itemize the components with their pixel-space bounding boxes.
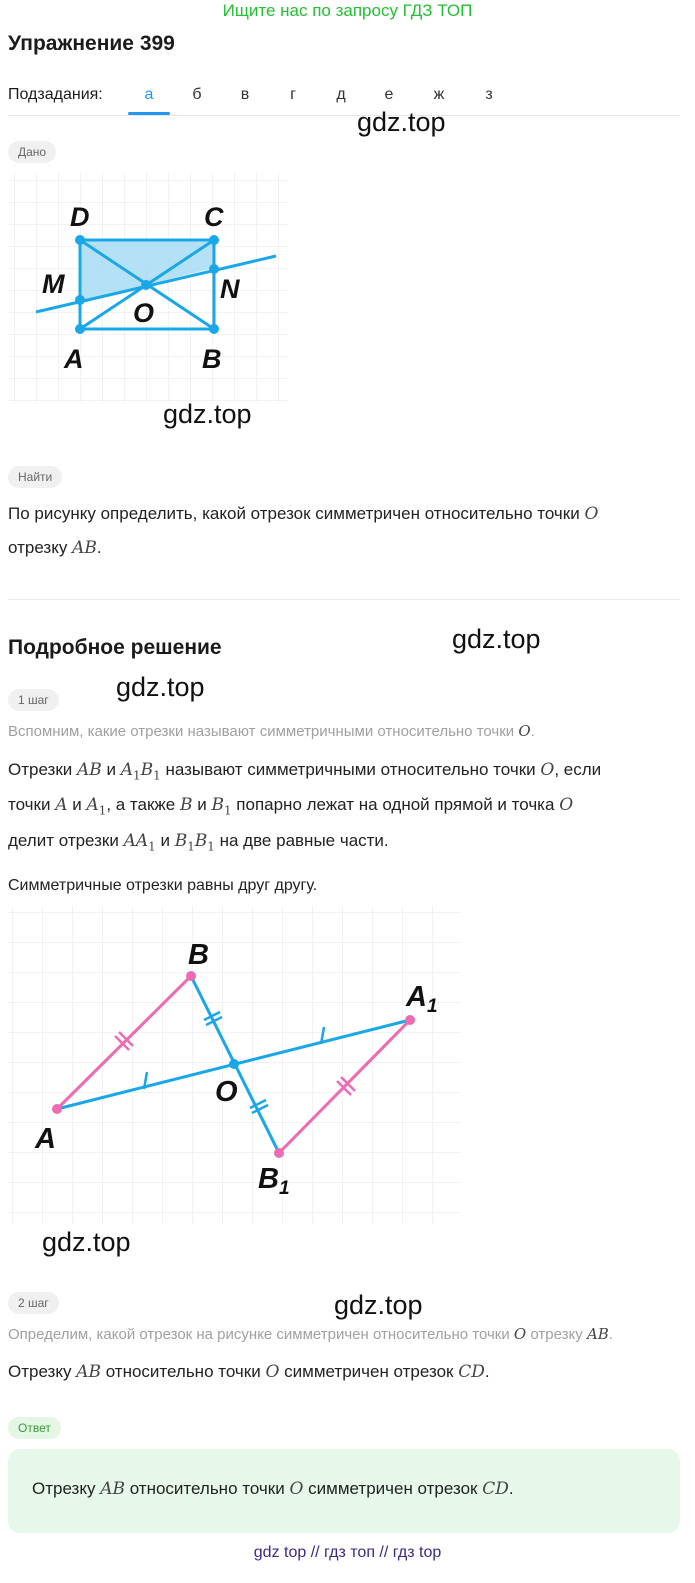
tab-b[interactable]: б (192, 86, 202, 103)
page-title: Упражнение 399 (8, 32, 175, 55)
tabs-divider (8, 115, 680, 116)
tab-d[interactable]: д (336, 86, 346, 103)
tab-e[interactable]: е (384, 86, 394, 103)
point-a (75, 324, 85, 334)
solution-title: Подробное решение (8, 636, 222, 659)
watermark: gdz.top (116, 672, 205, 702)
watermark: gdz.top (452, 624, 541, 654)
find-badge: Найти (8, 466, 62, 488)
step-2-intro: Определим, какой отрезок на рисунке симметричен относительно точки O отрезку AB. (8, 1325, 613, 1343)
step-1-paragraph-line-2: точки A и $A_1$, а также B и $B_1$ попарно лежат на одной прямой и точка O (8, 795, 574, 818)
point-a (52, 1104, 62, 1114)
watermark: gdz.top (357, 107, 446, 137)
label-a: A (64, 344, 84, 374)
section-divider (8, 599, 680, 600)
label-d: D (70, 202, 90, 232)
point-b (209, 324, 219, 334)
given-figure (8, 172, 288, 402)
step-2-badge: 2 шаг (8, 1292, 59, 1314)
answer-badge: Ответ (8, 1417, 61, 1439)
label-b1: $B_1$ (258, 1163, 290, 1199)
label-a: A (35, 1123, 56, 1155)
top-banner[interactable]: Ищите нас по запросу ГДЗ ТОП (222, 1, 473, 20)
point-b1 (274, 1148, 284, 1158)
tab-g[interactable]: г (290, 86, 296, 103)
step-1-badge: 1 шаг (8, 689, 59, 711)
symmetry-figure (8, 906, 460, 1224)
step-1-intro: Вспомним, какие отрезки называют симметричными относительно точки O. (8, 722, 535, 740)
step-1-paragraph-line-1: Отрезки AB и $A_1B_1$ называют симметричными относительно точки O, если (8, 760, 602, 783)
point-d (75, 235, 85, 245)
watermark: gdz.top (334, 1290, 423, 1320)
tab-z[interactable]: з (485, 86, 493, 103)
step-1-paragraph-line-3: делит отрезки $AA_1$ и $B_1B_1$ на две равные части. (8, 831, 389, 854)
footer-links[interactable]: gdz top // гдз топ // гдз top (253, 1544, 442, 1561)
watermark: gdz.top (163, 399, 252, 429)
tab-zh[interactable]: ж (433, 86, 445, 103)
step-1-note: Симметричные отрезки равны друг другу. (8, 877, 318, 894)
point-b (186, 971, 196, 981)
find-line-1: По рисунку определить, какой отрезок симметричен относительно точки O (8, 504, 599, 524)
label-m: M (42, 269, 65, 299)
find-line-2: отрезку AB. (8, 538, 102, 558)
point-a1 (405, 1015, 415, 1025)
tab-v[interactable]: в (240, 86, 250, 103)
point-m (75, 295, 85, 305)
answer-text: Отрезку AB относительно точки O симметричен отрезок CD. (32, 1479, 514, 1499)
label-o: O (215, 1076, 238, 1108)
label-b: B (202, 344, 222, 374)
tab-a[interactable]: а (144, 86, 154, 103)
label-n: N (220, 274, 240, 304)
label-c: C (204, 202, 224, 232)
subtasks-label: Подзадания: (8, 86, 103, 103)
watermark: gdz.top (42, 1227, 131, 1257)
given-badge: Дано (8, 141, 56, 163)
point-o (229, 1059, 239, 1069)
point-o (141, 280, 151, 290)
step-2-paragraph: Отрезку AB относительно точки O симметричен отрезок CD. (8, 1362, 490, 1382)
point-c (209, 235, 219, 245)
label-o: O (133, 298, 155, 328)
label-b: B (188, 939, 209, 971)
point-n (209, 264, 219, 274)
label-a1: $A_1$ (406, 981, 438, 1017)
